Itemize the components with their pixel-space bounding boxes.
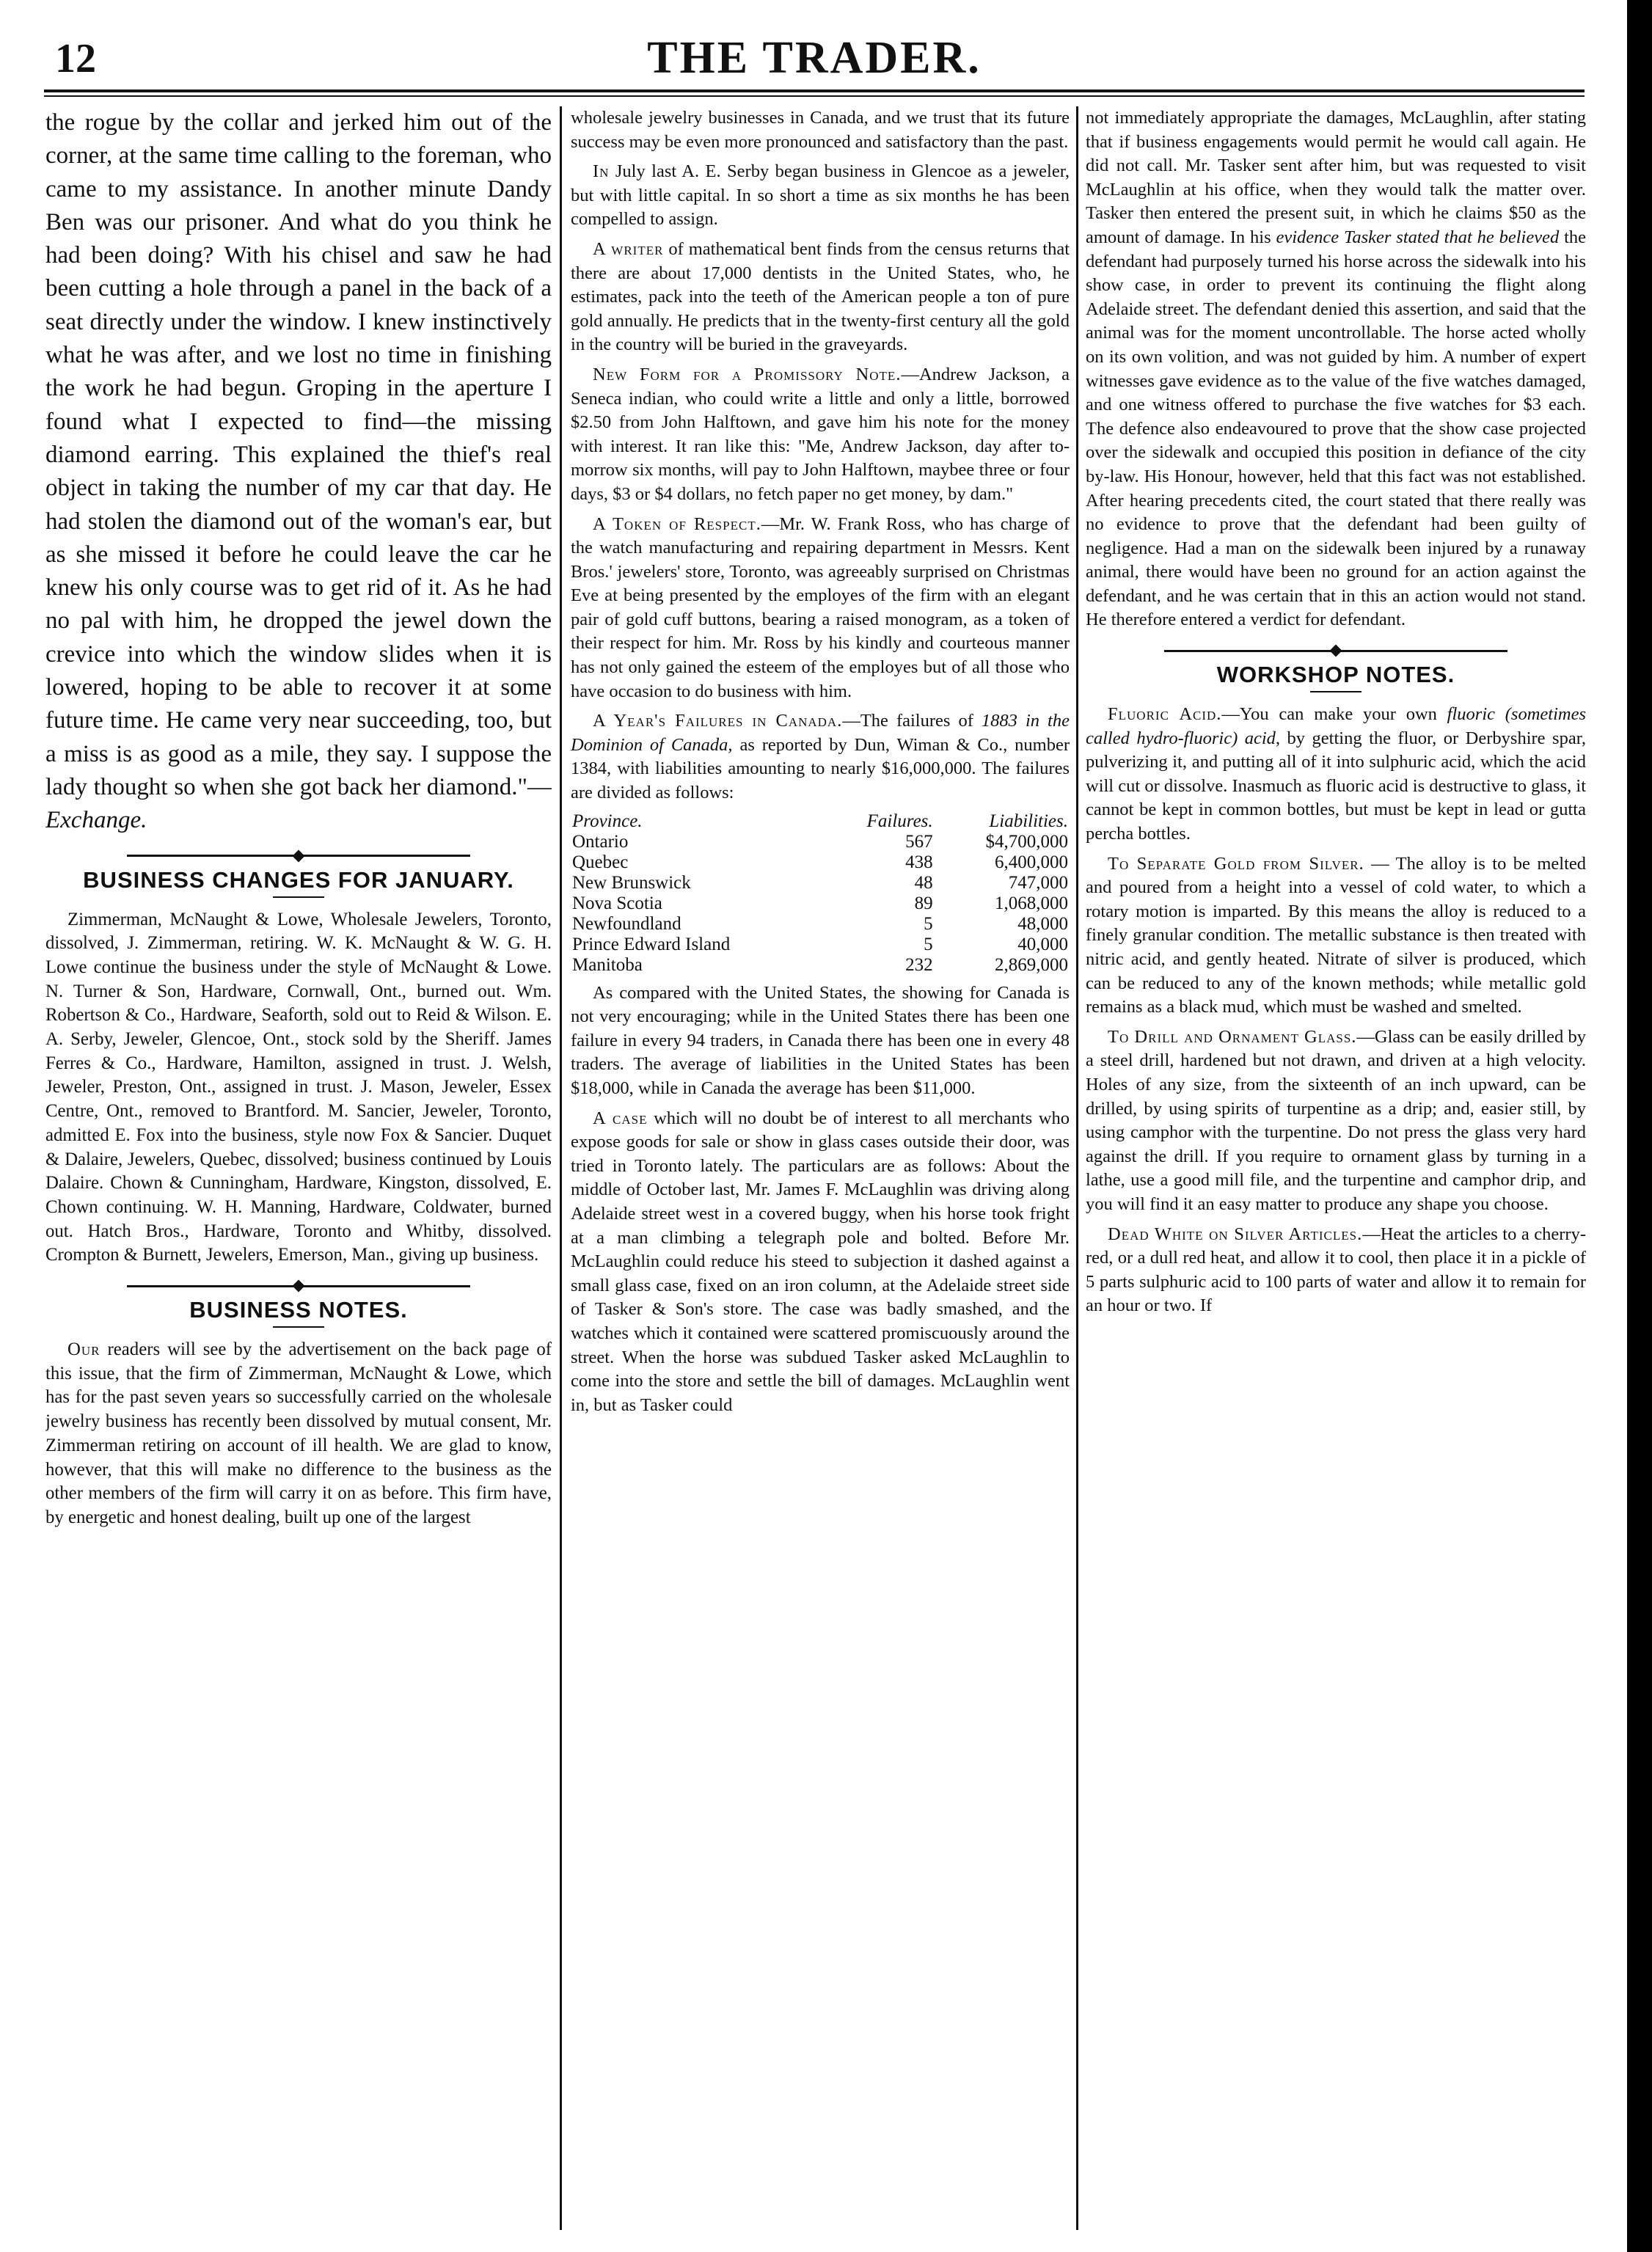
province-cell: Newfoundland — [572, 913, 681, 934]
column-2 — [571, 106, 1070, 2234]
header-rule-thin — [44, 95, 1585, 97]
failures-cell: 232 — [905, 954, 933, 975]
failures-note: A Year's Failures in Canada.—The failures of 1883 in the Dominion of Canada, as reported by Dun, Wiman & Co., number 1384, with liabilities amounting to nearly $16,000,000. The failures are divided as follows: — [571, 711, 1070, 803]
separate-gold-note: To Separate Gold from Silver. — The alloy is to be melted and poured from a height into a vessel of cold water, to which a rotary motion is imparted. By this means the alloy is reduced to a finely granular condition. The metallic substance is then treated with nitric acid, and gently heated. Nitrate of silver is produced, which can be reduced to any of the known methods; while metallic gold remains as a black mud, which must be washed and smelted. — [1086, 853, 1586, 1017]
failures-cell: 5 — [924, 934, 933, 954]
heading-rule — [1310, 691, 1362, 692]
table-row — [571, 873, 1070, 893]
province-cell: New Brunswick — [572, 872, 691, 893]
heading-rule — [273, 1326, 324, 1328]
story-text: the rogue by the collar and jerked him out of the corner, at the same time calling to the foreman, who came to my assistance. In another minute Dandy Ben was our prisoner. And what do you think he had been doing? With his chisel and saw he had been cutting a hole through a panel in the back of a seat directly under the window. I knew instinctively what he was after, and we lost no time in finishing the work he had begun. Groping in the aperture I found what I expected to find—the missing diamond earring. This explained the thief's real object in taking the number of my car that day. He had stolen the diamond out of the woman's ear, but as she missed it before he could leave the car he knew his only course was to get rid of it. As he had no pal with him, he dropped the jewel down the crevice into which the window slides when it is lowered, hoping to be able to recover it at some future time. He came very near succeeding, too, but a miss is as good as a mile, they say. I suppose the lady thought so when she got back her diamond."—Exchange. — [45, 109, 552, 834]
notes-continuation: wholesale jewelry businesses in Canada, and we trust that its future success may be even more pronounced and satisfactory than the past. — [571, 108, 1070, 152]
failures-cell: 567 — [905, 831, 933, 852]
column-divider — [560, 106, 562, 2230]
dentists-note: A writer of mathematical bent finds from the census returns that there are about 17,000 dentists in the United States, who, he estimates, pack into the teeth of the American people a ton of pure gold annually. He predicts that in the twenty-first century all the gold in the country will be buried in the graveyards. — [571, 238, 1070, 355]
liabilities-cell: 747,000 — [1008, 872, 1068, 893]
header-rule — [44, 89, 1585, 92]
page-number: 12 — [55, 36, 96, 81]
table-row — [571, 935, 1070, 955]
failures-cell: 5 — [924, 913, 933, 934]
province-cell: Manitoba — [572, 954, 643, 975]
province-cell: Nova Scotia — [572, 893, 662, 913]
liabilities-cell: 1,068,000 — [995, 893, 1068, 913]
drill-glass-note: To Drill and Ornament Glass.—Glass can be easily drilled by a steel drill, hardened but not drawn, and driven at a high velocity. Holes of any size, from the sixteenth of an inch upward, can be drilled, by using spirits of turpentine as a drip; and, easier still, by using camphor with the turpentine. Do not press the glass very hard against the drill. If you require to ornament glass by turning in a lathe, use a good mill file, and the turpentine and camphor drip, and you will find it an easy matter to produce any shape you choose. — [1086, 1026, 1586, 1214]
table-row — [571, 914, 1070, 935]
token-of-respect-note: A Token of Respect.—Mr. W. Frank Ross, who has charge of the watch manufacturing and repairing department in Messrs. Kent Bros.' jewelers' store, Toronto, was agreeably surprised on Christmas Eve at being presented by the employes of the firm with an elegant pair of gold cuff buttons, bearing a raised monogram, as a token of their respect for him. Mr. Ross by his kindly and courteous manner has not only gained the esteem of the employes but of all those who have occasion to do business with him. — [571, 513, 1070, 701]
liabilities-cell: 40,000 — [1017, 934, 1068, 954]
business-notes-text: Our readers will see by the advertisement on the back page of this issue, that the firm of Zimmerman, McNaught & Lowe, which has for the past seven years so successfully carried on the wholesale jewelry business has recently been dissolved by mutual consent, Mr. Zimmerman retiring on account of ill health. We are glad to know, however, that this will make no difference to the business as the other members of the firm will carry it on as before. This firm have, by energetic and honest dealing, built up one of the largest — [45, 1339, 552, 1527]
province-cell: Prince Edward Island — [572, 934, 731, 954]
column-divider — [1076, 106, 1078, 2230]
heading-rule — [273, 896, 324, 898]
serby-note: In July last A. E. Serby began business in Glencoe as a jeweler, but with little capital. In so short a time as six months he has been compelled to assign. — [571, 161, 1070, 230]
failures-table — [571, 811, 1070, 976]
workshop-notes-heading: WORKSHOP NOTES. — [1216, 662, 1455, 688]
table-row — [571, 955, 1070, 976]
column-header: Province. — [572, 811, 643, 831]
business-notes-heading: BUSINESS NOTES. — [189, 1297, 408, 1323]
column-header: Failures. — [866, 811, 933, 831]
column-3 — [1086, 106, 1586, 2234]
failures-cell: 89 — [914, 893, 933, 913]
table-row — [571, 893, 1070, 914]
glass-case-note: A case which will no doubt be of interest to all merchants who expose goods for sale or show in glass cases outside their door, was tried in Toronto lately. The particulars are as follows: About the middle of October last, Mr. James F. McLaughlin was driving along Adelaide street west in a covered buggy, when his horse took fright at a man climbing a telegraph pole and bolted. Before Mr. McLaughlin could reduce his steed to subjection it dashed against a small glass case, fixed on an iron column, at the Adelaide street side of Tasker & Son's store. The case was badly smashed, and the watches which it contained were scattered promiscuously around the street. When the horse was subdued Tasker asked McLaughlin to come into the store and settle the bill of damages. McLaughlin went in, but as Tasker could — [571, 1108, 1070, 1415]
business-changes-heading: BUSINESS CHANGES FOR JANUARY. — [83, 866, 514, 893]
liabilities-cell: 48,000 — [1017, 913, 1068, 934]
section-divider — [1086, 644, 1586, 654]
story-continuation — [45, 106, 552, 838]
page-header — [29, 29, 1599, 88]
comparison-note: As compared with the United States, the showing for Canada is not very encouraging; while in the United States there has been one failure in every 94 traders, in Canada there has been one in every 48 traders. The average of liabilities in the United States has been $18,000, while in Canada the average has been $11,000. — [571, 982, 1070, 1098]
liabilities-cell: $4,700,000 — [985, 831, 1068, 852]
liabilities-cell: 2,869,000 — [995, 954, 1068, 975]
table-row — [571, 832, 1070, 852]
failures-cell: 48 — [914, 872, 933, 893]
fluoric-acid-note: Fluoric Acid.—You can make your own fluoric (sometimes called hydro-fluoric) acid, by getting the fluor, or Derbyshire spar, pulverizing it, and putting all of it into sulphuric acid, which the acid will cut or dissolve. Inasmuch as fluoric acid is destructive to glass, it cannot be kept in common bottles, but must be kept in lead or gutta percha bottles. — [1086, 704, 1586, 844]
story-source: Exchange. — [45, 807, 147, 834]
table-header-row — [571, 811, 1070, 832]
section-divider — [45, 1279, 552, 1290]
liabilities-cell: 6,400,000 — [995, 852, 1068, 872]
masthead-title: THE TRADER. — [647, 33, 982, 83]
province-cell: Ontario — [572, 831, 629, 852]
table-row — [571, 852, 1070, 873]
business-changes-text: Zimmerman, McNaught & Lowe, Wholesale Jewelers, Toronto, dissolved, J. Zimmerman, retiring. W. K. McNaught & W. G. H. Lowe continue the business under the style of McNaught & Lowe. N. Turner & Son, Hardware, Cornwall, Ont., burned out. Wm. Robertson & Co., Hardware, Seaforth, sold out to Reid & Wilson. E. A. Serby, Jeweler, Glencoe, Ont., stock sold by the Sheriff. James Ferres & Co., Hardware, Hamilton, assigned in trust. J. Welsh, Jeweler, Preston, Ont., assigned in trust. J. Mason, Jeweler, Essex Centre, Ont., removed to Brantford. M. Sancier, Jeweler, Toronto, admitted E. Fox into the business, style now Fox & Sancier. Duquet & Dalaire, Jewelers, Quebec, dissolved; business continued by Louis Dalaire. Chown & Cunningham, Hardware, Kingston, dissolved, E. Chown continuing. W. H. Manning, Hardware, Coldwater, burned out. Hatch Bros., Hardware, Toronto and Whitby, dissolved. Crompton & Burnett, Jewelers, Emerson, Man., giving up business. — [45, 909, 552, 1265]
province-cell: Quebec — [572, 852, 629, 872]
failures-cell: 438 — [905, 852, 933, 872]
promissory-note: New Form for a Promissory Note.—Andrew Jackson, a Seneca indian, who could write a little and only a little, borrowed $2.50 from John Halftown, and gave him his note for the money with interest. It ran like this: "Me, Andrew Jackson, day after to-morrow six months, will pay to John Halftown, maybee three or four days, $3 or $4 dollars, no fetch paper no get money, by dam." — [571, 364, 1070, 504]
scan-edge — [1627, 0, 1652, 2252]
column-header: Liabilities. — [989, 811, 1068, 831]
column-1 — [45, 106, 552, 2234]
section-divider — [45, 849, 552, 860]
glass-case-continuation: not immediately appropriate the damages, McLaughlin, after stating that if business engagements would permit he would call again. He did not call. Mr. Tasker sent after him, but was requested to visit McLaughlin at his office, when they would talk the matter over. Tasker then entered the present suit, in which he claims $50 as the amount of damage. In his evidence Tasker stated that he believed the defendant had purposely turned his horse across the sidewalk into his show case, in order to prevent its continuing the flight along Adelaide street. The defendant denied this assertion, and said that the animal was for the moment uncontrollable. The horse acted wholly on its own volition, and was not guided by him. A number of expert witnesses gave evidence as to the value of the five watches damaged, and one witness offered to purchase the five watches for $3 each. The defence also endeavoured to prove that the show case projected over the sidewalk and occupied this position in defiance of the city by-law. His Honour, however, held that this fact was not established. After hearing precedents cited, the court stated that there really was no evidence to prove that the defendant had been guilty of negligence. Had a man on the sidewalk been injured by a runaway animal, there would have been no ground for an action against the defendant, and he was certain that in this an action would not stand. He therefore entered a verdict for defendant. — [1086, 108, 1586, 630]
dead-white-note: Dead White on Silver Articles.—Heat the articles to a cherry-red, or a dull red heat, and allow it to cool, then place it in a pickle of 5 parts sulphuric acid to 100 parts of water and allow it to remain for an hour or two. If — [1086, 1224, 1586, 1316]
